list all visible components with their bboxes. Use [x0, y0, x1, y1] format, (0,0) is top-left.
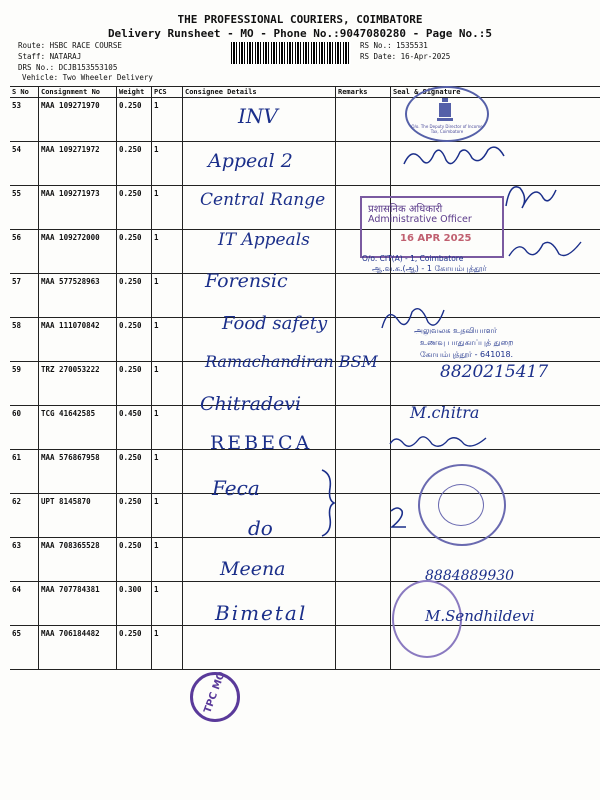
cell-pcs: 1: [152, 538, 183, 582]
handwriting-consignee: Meena: [220, 558, 286, 580]
column-header-seal: Seal & Signature: [391, 87, 600, 98]
handwriting-consignee: Food safety: [222, 313, 328, 334]
cell-consignment: MAA 109272000: [39, 230, 117, 274]
cell-sno: 53: [10, 98, 39, 142]
cell-pcs: 1: [152, 626, 183, 670]
cell-sno: 58: [10, 318, 39, 362]
brace-mark: [318, 468, 338, 538]
drs-number: DRS No.: DCJB153553105: [18, 63, 118, 72]
cell-pcs: 1: [152, 450, 183, 494]
table-row: [10, 274, 600, 318]
cell-weight: 0.250: [117, 494, 152, 538]
administrative-officer-stamp: [360, 196, 504, 258]
cell-remarks: [336, 406, 391, 450]
table-header-row: [10, 87, 600, 98]
document-subtitle: Delivery Runsheet - MO - Phone No.:9047080280 - Page No.:5: [107, 27, 493, 40]
cell-consignment: MAA 577528963: [39, 274, 117, 318]
table-row: [10, 626, 600, 670]
cell-weight: 0.250: [117, 538, 152, 582]
cell-sno: 63: [10, 538, 39, 582]
stamp-office: O/o. CIT(A) - 1, Coimbatore: [362, 254, 464, 263]
cell-consignment: UPT 8145870: [39, 494, 117, 538]
handwriting-consignee: Forensic: [205, 270, 288, 292]
handwriting-consignee: REBECA: [210, 432, 313, 454]
cell-consignment: MAA 708365528: [39, 538, 117, 582]
staff-label: Staff: NATARAJ: [18, 52, 82, 61]
cell-sno: 55: [10, 186, 39, 230]
stamp-hindi-text: प्रशासनिक अधिकारी: [368, 204, 443, 215]
cell-sno: 54: [10, 142, 39, 186]
tamil-stamp-line: கோயம்புத்தூர் - 641018.: [420, 350, 514, 359]
cell-remarks: [336, 142, 391, 186]
handwriting-consignee: do: [248, 516, 273, 540]
column-header-consignee: Consignee Details: [183, 87, 336, 98]
tamil-stamp-line: அலுவலக உதவியாளர்: [414, 326, 498, 335]
cell-sno: 64: [10, 582, 39, 626]
cell-remarks: [336, 494, 391, 538]
cell-weight: 0.250: [117, 142, 152, 186]
handwriting-consignee: INV: [238, 104, 278, 128]
stamp-title: Administrative Officer: [368, 214, 472, 225]
handwritten-signature: M.Sendhildevi: [425, 607, 535, 625]
cell-consignment: MAA 707784381: [39, 582, 117, 626]
column-header-weight: Weight: [117, 87, 152, 98]
stamp-inner-ring: [438, 484, 484, 526]
cell-sno: 60: [10, 406, 39, 450]
cell-consignment: TRZ 270053222: [39, 362, 117, 406]
cell-weight: 0.300: [117, 582, 152, 626]
handwritten-signature: M.chitra: [410, 403, 480, 422]
table-row: [10, 494, 600, 538]
cell-pcs: 1: [152, 582, 183, 626]
handwriting-consignee: IT Appeals: [218, 230, 310, 250]
tamil-stamp-line: உணவு பாதுகாப்புத் துறை: [420, 338, 514, 347]
cell-remarks: [336, 582, 391, 626]
cell-weight: 0.250: [117, 362, 152, 406]
cell-consignment: MAA 109271970: [39, 98, 117, 142]
cell-pcs: 1: [152, 186, 183, 230]
cell-pcs: 1: [152, 230, 183, 274]
cell-remarks: [336, 626, 391, 670]
cell-sno: 59: [10, 362, 39, 406]
cell-pcs: 1: [152, 406, 183, 450]
cell-pcs: 1: [152, 318, 183, 362]
cell-sno: 56: [10, 230, 39, 274]
cell-remarks: [336, 538, 391, 582]
signature: [500, 178, 560, 214]
cell-weight: 0.250: [117, 186, 152, 230]
tpc-mo-label: TPC MO: [202, 670, 228, 715]
handwriting-consignee: Central Range: [200, 190, 326, 210]
tamil-stamp-line: ஆ.வ.க.(ஆ) - 1 கோயம்புத்தூர்: [372, 264, 487, 273]
handwriting-consignee: Appeal 2: [208, 150, 293, 172]
cell-consignment: MAA 706184482: [39, 626, 117, 670]
column-header-pcs: PCS: [152, 87, 183, 98]
cell-consignment: MAA 109271973: [39, 186, 117, 230]
cell-weight: 0.250: [117, 230, 152, 274]
barcode: [231, 42, 351, 64]
route-label: Route: HSBC RACE COURSE: [18, 41, 122, 50]
cell-consignment: MAA 576867958: [39, 450, 117, 494]
stamp-date: 16 APR 2025: [400, 233, 472, 244]
column-header-remarks: Remarks: [336, 87, 391, 98]
cell-sno: 57: [10, 274, 39, 318]
tpc-mo-stamp: [190, 672, 240, 722]
handwriting-consignee: Chitradevi: [200, 393, 302, 415]
handwriting-mark: [388, 505, 408, 531]
cell-remarks: [336, 98, 391, 142]
cell-weight: 0.250: [117, 274, 152, 318]
income-tax-seal: [405, 86, 489, 142]
cell-weight: 0.250: [117, 318, 152, 362]
handwriting-consignee: Bimetal: [215, 601, 308, 625]
cell-weight: 0.250: [117, 626, 152, 670]
cell-pcs: 1: [152, 362, 183, 406]
cell-consignee: [183, 626, 336, 670]
signature: [505, 236, 585, 262]
cell-sno: 65: [10, 626, 39, 670]
signature: [386, 430, 496, 454]
cell-sno: 61: [10, 450, 39, 494]
cell-sno: 62: [10, 494, 39, 538]
document-title: THE PROFESSIONAL COURIERS, COIMBATORE: [177, 13, 423, 26]
cell-pcs: 1: [152, 494, 183, 538]
rs-number: RS No.: 1535531: [360, 41, 428, 50]
handwritten-phone: 8820215417: [440, 362, 549, 382]
cell-consignment: MAA 109271972: [39, 142, 117, 186]
column-header-consignment: Consignment No: [39, 87, 117, 98]
cell-remarks: [336, 450, 391, 494]
rs-date: RS Date: 16-Apr-2025: [360, 52, 451, 61]
cell-weight: 0.250: [117, 450, 152, 494]
cell-weight: 0.250: [117, 98, 152, 142]
handwriting-consignee: Ramachandiran BSM: [205, 352, 378, 371]
cell-consignment: MAA 111070842: [39, 318, 117, 362]
round-stamp: [418, 464, 506, 546]
cell-consignment: TCG 41642585: [39, 406, 117, 450]
cell-weight: 0.450: [117, 406, 152, 450]
cell-pcs: 1: [152, 274, 183, 318]
seal-text: O/o. The Deputy Director of Income Tax, Coimbatore: [411, 124, 483, 134]
table-row: [10, 450, 600, 494]
cell-pcs: 1: [152, 98, 183, 142]
table-row: [10, 98, 600, 142]
vehicle-label: Vehicle: Two Wheeler Delivery: [22, 73, 153, 82]
column-header-sno: S No: [10, 87, 39, 98]
handwritten-phone: 8884889930: [425, 568, 515, 584]
cell-pcs: 1: [152, 142, 183, 186]
handwriting-consignee: Feca: [212, 476, 260, 500]
signature: [400, 140, 510, 174]
